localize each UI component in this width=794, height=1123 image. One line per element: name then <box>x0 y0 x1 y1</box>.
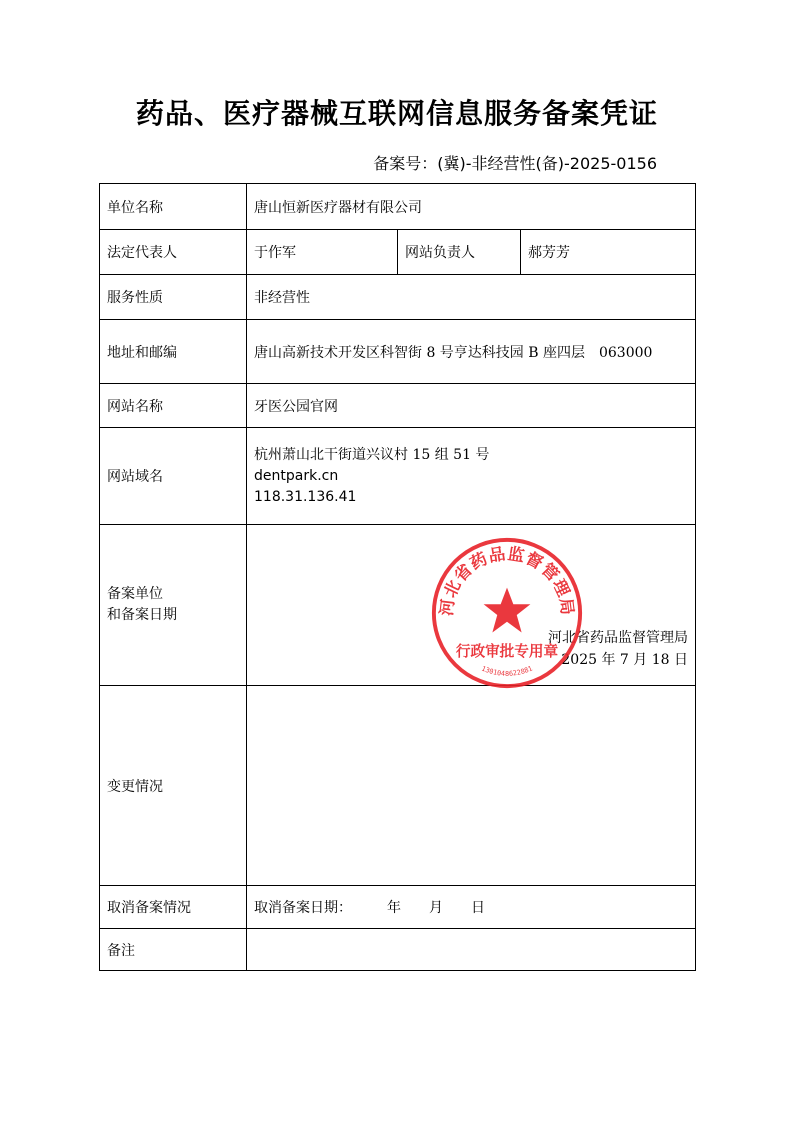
row-domain <box>100 428 696 525</box>
row-legal-rep <box>100 230 696 275</box>
seal-top-text: 河北省药品监督管理局 <box>436 544 578 617</box>
document-title: 药品、医疗器械互联网信息服务备案凭证 <box>135 97 658 130</box>
row-filing-unit <box>100 525 696 686</box>
cancel-label: 取消备案情况 <box>100 886 247 929</box>
row-unit-name <box>100 184 696 230</box>
seal-star-icon <box>484 588 531 633</box>
row-service-nature <box>100 275 696 320</box>
service-nature-value: 非经营性 <box>247 275 696 320</box>
seal-number: 1301048622881 <box>480 664 534 678</box>
notes-label: 备注 <box>100 929 247 971</box>
row-address <box>100 320 696 384</box>
legal-rep-value: 于作军 <box>247 230 398 275</box>
filing-unit-label-line2: 和备案日期 <box>107 607 177 623</box>
issuer-name: 河北省药品监督管理局 <box>548 630 688 646</box>
record-form-table <box>99 183 696 971</box>
filing-unit-label <box>100 525 247 686</box>
changes-value <box>247 686 696 886</box>
unit-name-label: 单位名称 <box>100 184 247 230</box>
cancel-value: 取消备案日期： 年 月 日 <box>247 886 696 929</box>
filing-unit-value <box>247 525 696 686</box>
domain-label: 网站域名 <box>100 428 247 525</box>
domain-value <box>247 428 696 525</box>
domain-ip-line: 118.31.136.41 <box>254 488 357 505</box>
changes-label: 变更情况 <box>100 686 247 886</box>
domain-address-line: 杭州萧山北干街道兴议村 15 组 51 号 <box>254 446 490 463</box>
row-cancel <box>100 886 696 929</box>
address-value: 唐山高新技术开发区科智街 8 号亨达科技园 B 座四层 063000 <box>247 320 696 384</box>
site-manager-label: 网站负责人 <box>398 230 521 275</box>
service-nature-label: 服务性质 <box>100 275 247 320</box>
site-manager-value: 郝芳芳 <box>521 230 696 275</box>
filing-date: 2025 年 7 月 18 日 <box>561 652 688 668</box>
record-number: 备案号：(冀)-非经营性(备)-2025-0156 <box>373 154 657 173</box>
row-site-name <box>100 384 696 428</box>
notes-value <box>247 929 696 971</box>
filing-unit-label-line1: 备案单位 <box>107 586 163 602</box>
row-notes <box>100 929 696 971</box>
address-label: 地址和邮编 <box>100 320 247 384</box>
domain-name-line: dentpark.cn <box>254 467 339 484</box>
legal-rep-label: 法定代表人 <box>100 230 247 275</box>
official-seal <box>429 535 585 691</box>
row-changes <box>100 686 696 886</box>
unit-name-value: 唐山恒新医疗器材有限公司 <box>247 184 696 230</box>
site-name-value: 牙医公园官网 <box>247 384 696 428</box>
site-name-label: 网站名称 <box>100 384 247 428</box>
seal-bottom-text: 行政审批专用章 <box>455 642 559 660</box>
